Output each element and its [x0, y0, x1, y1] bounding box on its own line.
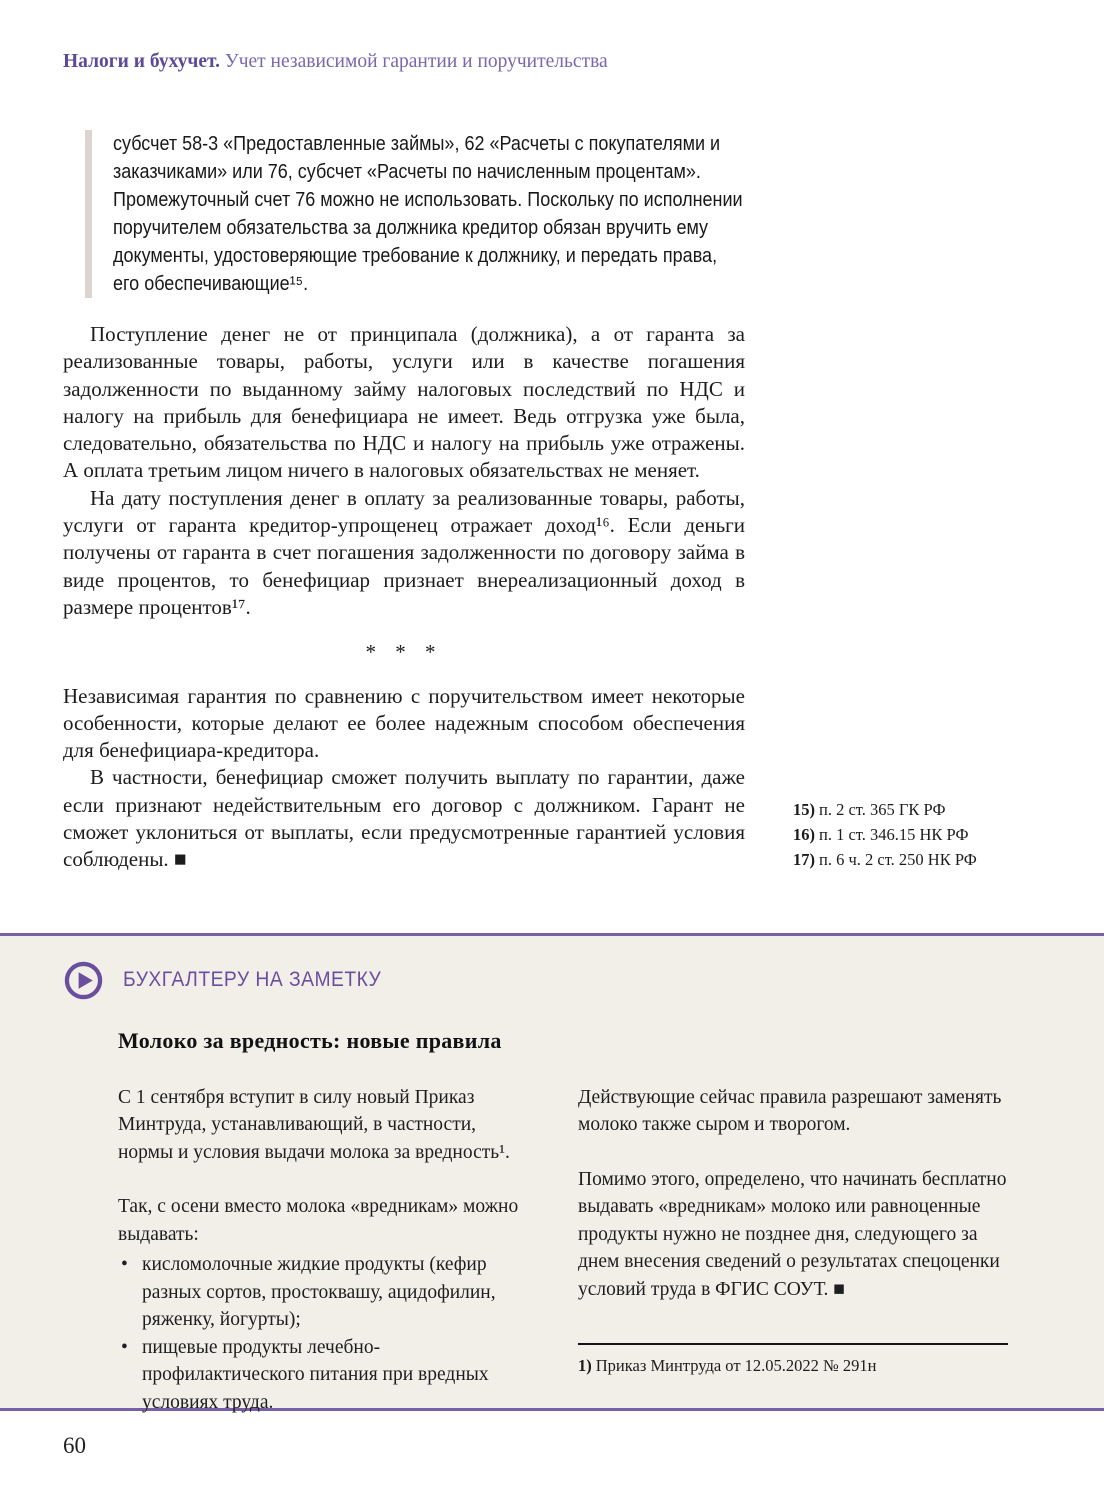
body-paragraph: Независимая гарантия по сравнению с поручительством имеет некоторые особенности, которые делают ее более надежным способом обеспечения для бенефициара-кредитора. — [63, 683, 745, 763]
footnote-ref — [793, 797, 1093, 822]
footnote-ref-text: п. 2 ст. 365 ГК РФ — [819, 800, 946, 819]
footnote-ref-text: п. 1 ст. 346.15 НК РФ — [819, 825, 969, 844]
section-separator: * * * — [365, 640, 443, 665]
note-header — [0, 936, 1104, 1000]
rubric-title: Налоги и бухучет. — [63, 51, 221, 72]
note-bullet-item: • кисломолочные жидкие продукты (кефир разных сортов, простоквашу, ацидофилин, ряженку, йогурты); — [118, 1251, 530, 1334]
footnote-ref-number: 16) — [793, 825, 815, 844]
body-paragraph: На дату поступления денег в оплату за реализованные товары, работы, услуги от гаранта кредитор-упрощенец отражает доход¹⁶. Если деньги получены от гаранта в счет погашения задолженности по договору займа в виде процентов, то бенефициар признает внереализационный доход в размере процентов¹⁷. — [63, 485, 745, 619]
footnote-ref — [793, 822, 1093, 847]
note-bullet-list — [118, 1251, 530, 1416]
note-paragraph: Помимо этого, определено, что начинать бесплатно выдавать «вредникам» молоко или равноценные продукты нужно не позднее дня, следующего за днем внесения сведений о результатах спецоценки условий труда в ФГИС СОУТ. ■ — [578, 1168, 1007, 1300]
quote-paragraph: Промежуточный счет 76 можно не использовать. Поскольку по исполнении поручителем обязательства за должника кредитор обязан вручить ему документы, удостоверяющие требование к должнику, и передать права, его обеспечивающие¹⁵. — [113, 189, 743, 295]
footnote-ref-number: 17) — [793, 850, 815, 869]
body-paragraph: В частности, бенефициар сможет получить выплату по гарантии, даже если признают недействительным его договор с должником. Гарант не сможет уклониться от выплаты, если предусмотренные гарантией условия соблюдены. ■ — [63, 765, 745, 872]
article-body — [63, 321, 745, 874]
footnote-ref — [793, 847, 1093, 872]
note-title: Молоко за вредность: новые правила — [118, 1027, 502, 1053]
note-left-column — [118, 1084, 530, 1417]
accountant-note-section — [0, 933, 1104, 1411]
blockquote — [85, 130, 773, 298]
note-columns — [118, 1084, 1104, 1417]
page-footer — [63, 1433, 1104, 1459]
note-paragraph: С 1 сентября вступит в силу новый Приказ Минтруда, устанавливающий, в частности, нормы и условия выдачи молока за вредность¹. — [118, 1086, 510, 1163]
note-paragraph: Действующие сейчас правила разрешают заменять молоко также сыром и творогом. — [578, 1086, 1002, 1136]
article-title: Учет независимой гарантии и поручительства — [220, 51, 608, 72]
note-section-label: БУХГАЛТЕРУ НА ЗАМЕТКУ — [123, 968, 382, 992]
note-footnote-number: 1) — [578, 1356, 592, 1376]
note-footnote-rule — [578, 1343, 1008, 1345]
quote-paragraph: субсчет 58-3 «Предоставленные займы», 62 «Расчеты с покупателями и заказчиками» или 76, субсчет «Расчеты по начисленным процентам». — [113, 133, 721, 183]
note-paragraph: Так, с осени вместо молока «вредникам» можно выдавать: — [118, 1196, 519, 1245]
note-bullet-item: • пищевые продукты лечебно-профилактического питания при вредных условиях труда. — [118, 1334, 530, 1417]
blockquote-text — [113, 130, 743, 298]
note-footnote — [578, 1354, 1008, 1378]
play-icon — [64, 961, 103, 1000]
body-paragraph: Поступление денег не от принципала (должника), а от гаранта за реализованные товары, работы, услуги или в качестве погашения задолженности по выданному займу налоговых последствий по НДС и налогу на прибыль для бенефициара не имеет. Ведь отгрузка уже была, следовательно, обязательства по НДС и налогу на прибыль уже отражены. А оплата третьим лицом ничего в налоговых обязательствах не меняет. — [63, 322, 745, 483]
footnote-ref-text: п. 6 ч. 2 ст. 250 НК РФ — [819, 850, 977, 869]
running-head — [63, 50, 1104, 74]
note-right-column — [578, 1084, 1008, 1417]
page-number: 60 — [63, 1432, 86, 1458]
note-footnote-text: Приказ Минтруда от 12.05.2022 № 291н — [595, 1356, 877, 1376]
footnote-ref-number: 15) — [793, 800, 815, 819]
footnote-references — [793, 797, 1093, 872]
